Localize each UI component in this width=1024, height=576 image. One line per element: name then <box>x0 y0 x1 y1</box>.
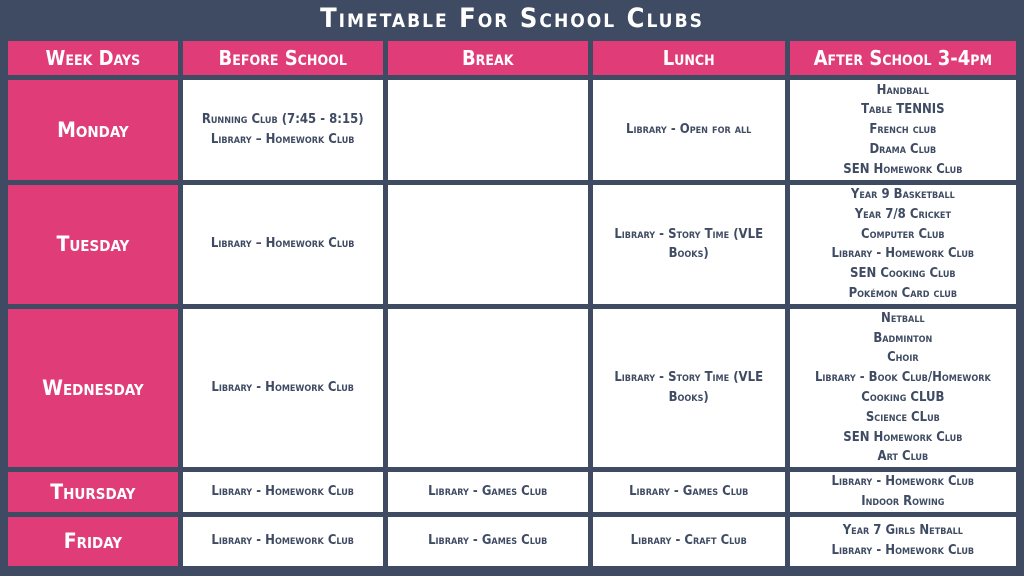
before-school-cell <box>183 80 383 180</box>
day-label: Tuesday <box>8 185 178 304</box>
club-entry: Computer Club <box>861 226 945 242</box>
lunch-cell <box>593 309 785 467</box>
club-entry: Netball <box>881 310 925 326</box>
club-entry: Running Club (7:45 - 8:15) <box>201 112 364 128</box>
club-entry: Library - Homework Club <box>211 484 354 500</box>
break-cell <box>388 80 588 180</box>
break-cell <box>388 517 588 566</box>
club-entry: Year 7/8 Cricket <box>854 206 951 222</box>
club-entry: Pokémon Card club <box>848 285 958 301</box>
header-before-school: Before School <box>183 41 383 75</box>
table-row <box>8 472 1016 512</box>
page-title: Timetable For School Clubs <box>320 3 704 34</box>
club-entry: Library - Homework Club <box>831 474 975 490</box>
club-entry: Table TENNIS <box>861 102 945 118</box>
table-row <box>8 80 1016 180</box>
club-entry: Badminton <box>873 330 933 346</box>
club-entry: Year 7 Girls Netball <box>842 523 963 539</box>
club-entry: Library - Homework Club <box>211 533 354 549</box>
club-entry: Library - Homework Club <box>831 246 975 262</box>
after-school-cell <box>790 517 1016 566</box>
lunch-cell <box>593 472 785 512</box>
club-entry: Library – Homework Club <box>210 132 355 147</box>
table-row <box>8 517 1016 566</box>
timetable <box>3 36 1021 571</box>
header-after-school: After School 3-4pm <box>790 41 1016 75</box>
club-entry: French club <box>869 122 937 138</box>
club-entry: Library - Story Time (VLE <box>614 226 764 242</box>
before-school-cell <box>183 309 383 467</box>
break-cell <box>388 472 588 512</box>
after-school-cell <box>790 185 1016 304</box>
club-entry: Library - Homework Club <box>211 380 354 396</box>
after-school-cell <box>790 80 1016 180</box>
header-break: Break <box>388 41 588 75</box>
club-entry: Library - Games Club <box>428 533 548 549</box>
club-entry: Year 9 Basketball <box>850 187 955 202</box>
club-entry: Choir <box>887 350 919 366</box>
header-lunch: Lunch <box>593 41 785 75</box>
club-entry: Library - Games Club <box>629 484 749 500</box>
club-entry: Handball <box>876 82 929 98</box>
club-entry: Library - Book Club/Homework <box>814 370 991 386</box>
day-label: Wednesday <box>8 309 178 467</box>
table-row <box>8 185 1016 304</box>
club-entry: SEN Homework Club <box>843 161 963 177</box>
club-entry: Library - Homework Club <box>831 543 975 559</box>
day-label: Thursday <box>8 472 178 512</box>
club-entry: Library - Open for all <box>626 122 752 138</box>
before-school-cell <box>183 472 383 512</box>
club-entry: SEN Cooking Club <box>850 266 956 282</box>
header-row <box>8 41 1016 75</box>
before-school-cell <box>183 517 383 566</box>
club-entry: Cooking CLUB <box>861 389 945 405</box>
club-entry: Indoor Rowing <box>861 493 945 509</box>
club-entry: Library - Story Time (VLE <box>614 370 764 386</box>
day-label: Friday <box>8 517 178 566</box>
club-entry: Science CLub <box>865 409 940 425</box>
club-entry: Drama Club <box>869 141 937 157</box>
club-entry: Library – Homework Club <box>210 236 355 252</box>
lunch-cell <box>593 185 785 304</box>
after-school-cell <box>790 309 1016 467</box>
lunch-cell <box>593 80 785 180</box>
break-cell <box>388 185 588 304</box>
header-week-days: Week Days <box>8 41 178 75</box>
club-entry: Library - Games Club <box>428 484 548 500</box>
club-entry: Library - Craft Club <box>630 533 747 549</box>
day-label: Monday <box>8 80 178 180</box>
before-school-cell <box>183 185 383 304</box>
after-school-cell <box>790 472 1016 512</box>
table-row <box>8 309 1016 467</box>
club-entry: Books) <box>668 389 709 405</box>
club-entry: Books) <box>668 246 709 262</box>
club-entry: Art Club <box>877 449 929 465</box>
break-cell <box>388 309 588 467</box>
club-entry: SEN Homework Club <box>843 429 963 445</box>
lunch-cell <box>593 517 785 566</box>
